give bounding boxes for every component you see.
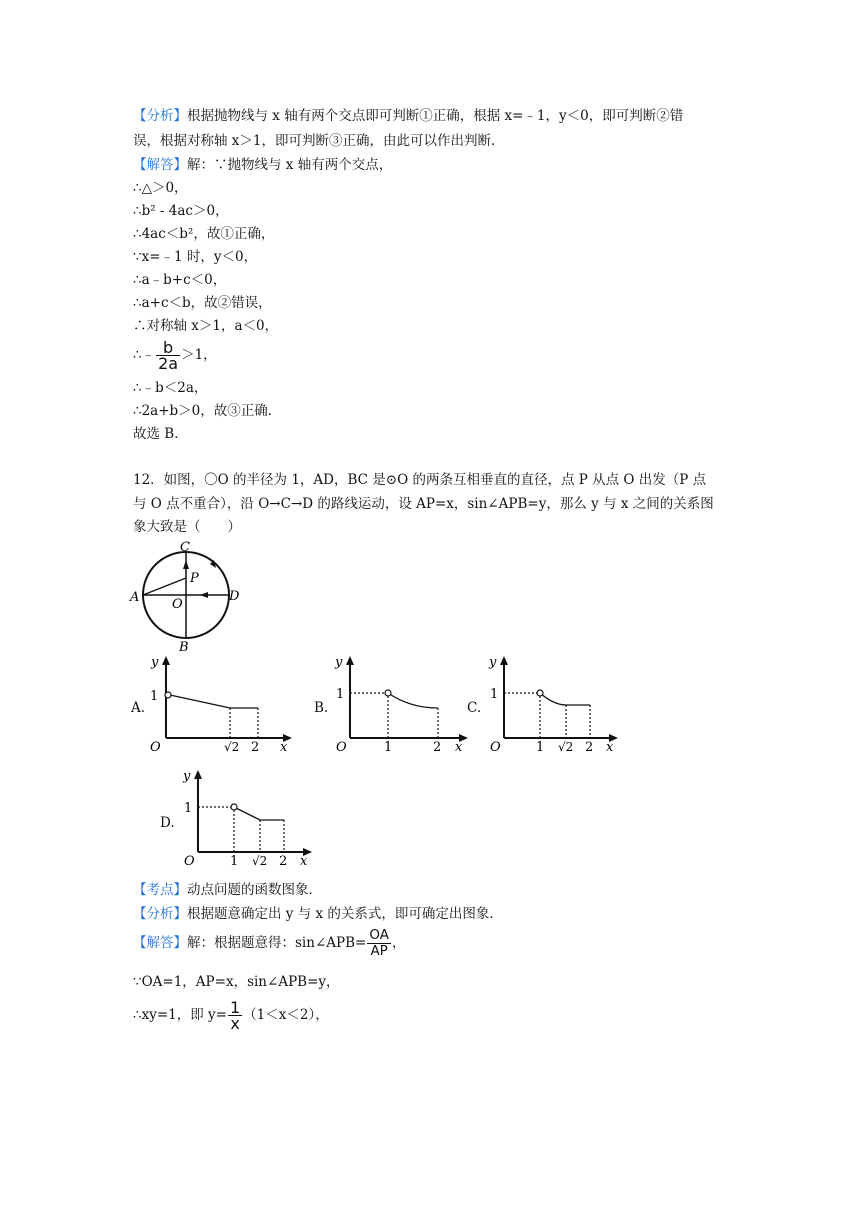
- question-line-2: 与 O 点不重合），沿 O→C→D 的路线运动，设 AP=x，sin∠APB=y，那么 y 与 x 之间的关系图: [133, 496, 714, 512]
- svg-text:1: 1: [536, 740, 545, 752]
- svg-text:2: 2: [251, 740, 260, 752]
- analysis-line-1: [133, 106, 683, 126]
- label-c: C: [180, 540, 190, 555]
- svg-text:1: 1: [230, 854, 239, 866]
- analysis2-tag: 【分析】: [133, 906, 187, 922]
- solution2-tag: 【解答】: [133, 935, 187, 951]
- analysis2-line: 【分析】根据题意确定出 y 与 x 的关系式，即可确定出图象．: [133, 906, 503, 922]
- solution-step: ∵x=﹣1 时，y＜0，: [133, 249, 258, 265]
- svg-text:O: O: [150, 740, 161, 752]
- label-p: P: [190, 571, 199, 586]
- svg-text:1: 1: [384, 740, 393, 752]
- fraction-oa-ap: $\frac{OA}{AP}$: [369, 927, 389, 959]
- solution-line-1: [133, 155, 392, 175]
- svg-text:x: x: [606, 740, 614, 752]
- svg-text:2: 2: [433, 740, 442, 752]
- svg-text:1: 1: [336, 687, 345, 702]
- svg-text:√2: √2: [252, 854, 268, 866]
- fraction-one-x: $\frac{1}{x}$: [229, 998, 241, 1033]
- solution2-line-2: ∵OA=1，AP=x，sin∠APB=y，: [133, 974, 340, 990]
- option-a-graph: [146, 650, 296, 752]
- question-line-3: 象大致是（ ）: [133, 519, 241, 535]
- svg-text:2: 2: [585, 740, 594, 752]
- option-d-label: D.: [160, 815, 175, 831]
- solution-first: 解：∵抛物线与 x 轴有两个交点，: [187, 157, 393, 173]
- option-b-graph: [330, 650, 472, 752]
- option-a-label: A.: [131, 700, 146, 716]
- solution-fraction-line: ∴﹣ $\frac{b}{2a}$ ＞1，: [133, 338, 217, 373]
- solution-step: 故选 B．: [133, 426, 188, 442]
- svg-text:1: 1: [150, 689, 159, 704]
- svg-text:2: 2: [279, 854, 288, 866]
- kaodian-tag: 【考点】: [133, 882, 187, 898]
- analysis-line-2: 误，根据对称轴 x＞1，即可判断③正确，由此可以作出判断．: [133, 133, 505, 149]
- svg-text:y: y: [183, 769, 191, 784]
- solution-step: ∴a+c＜b，故②错误，: [133, 295, 272, 311]
- svg-text:y: y: [151, 655, 159, 670]
- svg-text:O: O: [490, 740, 501, 752]
- svg-text:x: x: [455, 740, 463, 752]
- kaodian-line: 【考点】动点问题的函数图象．: [133, 882, 322, 898]
- option-c-label: C.: [467, 700, 482, 716]
- svg-text:y: y: [335, 655, 343, 670]
- label-b: B: [179, 640, 189, 653]
- label-d: D: [229, 589, 240, 604]
- svg-text:x: x: [280, 740, 288, 752]
- circle-figure: [128, 538, 248, 653]
- label-a: A: [130, 590, 140, 605]
- solution-tag: 【解答】: [133, 157, 187, 173]
- svg-text:O: O: [184, 854, 195, 866]
- svg-text:O: O: [336, 740, 347, 752]
- solution-step: ∴2a+b＞0，故③正确．: [133, 403, 282, 419]
- svg-text:√2: √2: [558, 740, 574, 752]
- solution-step: ∴△＞0，: [133, 180, 188, 196]
- solution2-line-3: ∴xy=1，即 y= $\frac{1}{x}$ （1＜x＜2），: [133, 998, 329, 1033]
- option-d-graph: [178, 764, 318, 866]
- option-c-graph: [484, 650, 624, 752]
- svg-text:1: 1: [490, 687, 499, 702]
- solution2-line-1: 【解答】解：根据题意得：sin∠APB= $\frac{OA}{AP}$ ，: [133, 927, 406, 959]
- solution-step: ∴﹣b＜2a，: [133, 380, 208, 396]
- analysis-text: 根据抛物线与 x 轴有两个交点即可判断①正确，根据 x=﹣1，y＜0，即可判断②错: [187, 108, 684, 124]
- solution-step: ∴b² - 4ac＞0，: [133, 203, 229, 219]
- solution-step: ∴a﹣b+c＜0，: [133, 272, 227, 288]
- solution-step: ∴对称轴 x＞1，a＜0，: [133, 318, 279, 334]
- svg-text:1: 1: [184, 801, 193, 816]
- svg-text:y: y: [489, 655, 497, 670]
- svg-text:√2: √2: [224, 740, 240, 752]
- analysis-tag: 【分析】: [133, 108, 187, 124]
- solution-step: ∴4ac＜b²，故①正确，: [133, 226, 275, 242]
- label-o: O: [172, 597, 183, 612]
- option-b-label: B.: [314, 700, 329, 716]
- svg-text:x: x: [300, 854, 308, 866]
- fraction: $\frac{b}{2a}$: [158, 338, 179, 373]
- question-line-1: 12．如图，〇O 的半径为 1，AD，BC 是⊙O 的两条互相垂直的直径，点 P 从点 O 出发（P 点: [133, 472, 707, 488]
